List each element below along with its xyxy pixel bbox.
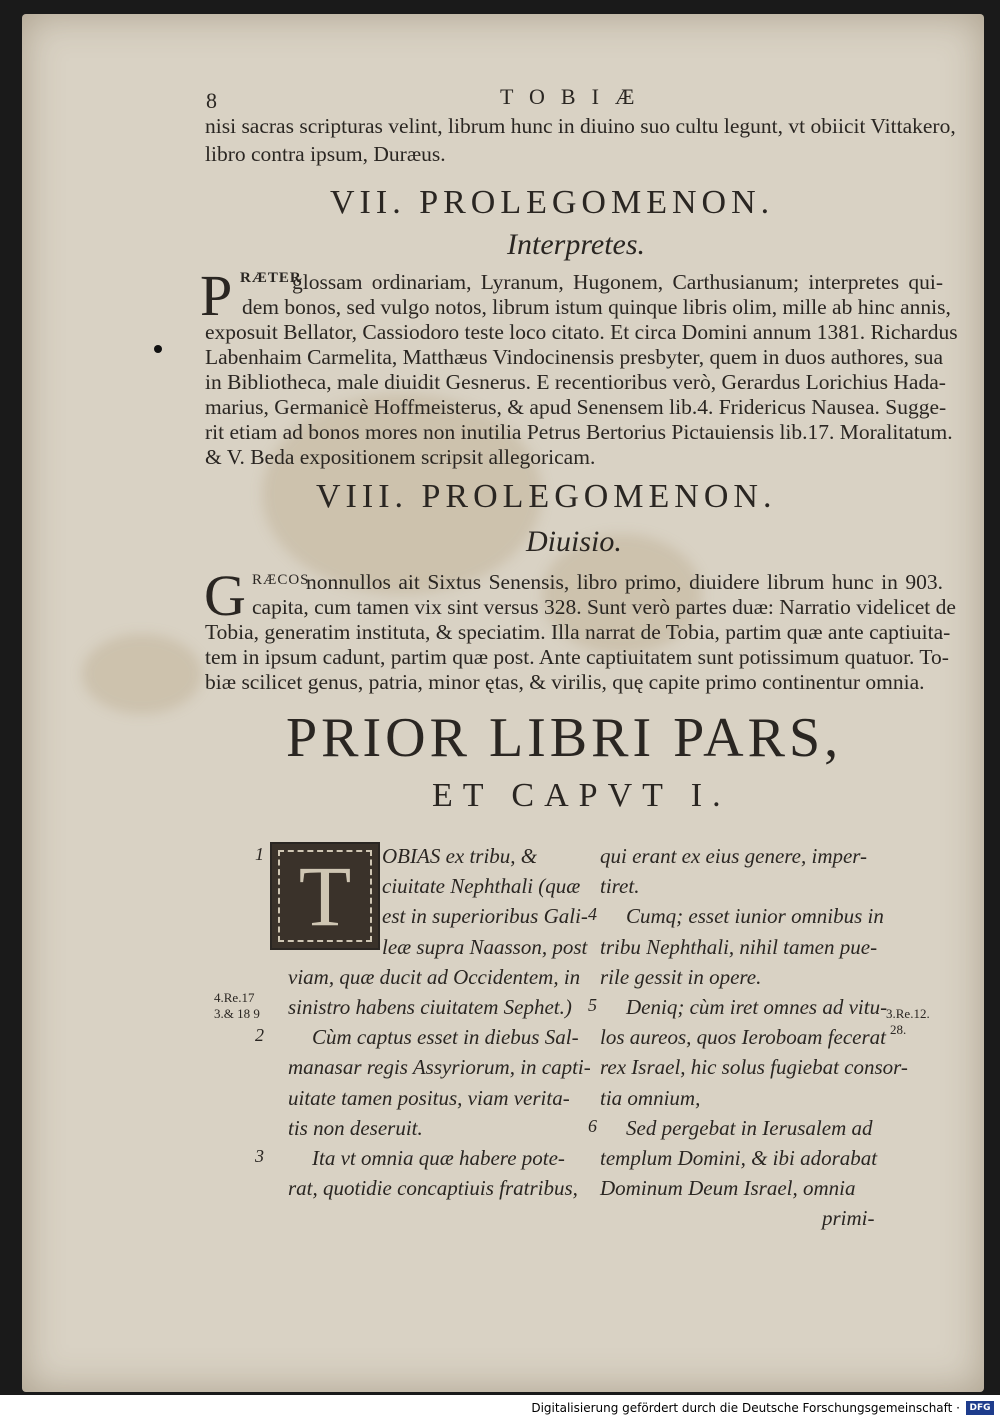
verse-line: Cumq; esset iunior omnibus in: [626, 904, 884, 929]
section-8-subheading: Diuisio.: [526, 525, 622, 558]
intro-line: libro contra ipsum, Duræus.: [205, 142, 446, 166]
margin-ref-left-1: 4.Re.17: [214, 990, 255, 1005]
verse-line: tis non deseruit.: [288, 1115, 423, 1140]
verse-number: 6: [588, 1115, 597, 1136]
verse-line: Cùm captus esset in diebus Sal-: [312, 1025, 579, 1050]
section-7-line: exposuit Bellator, Cassiodoro teste loco citato. Et circa Domini annum 1381. Richardus: [205, 320, 958, 344]
verse-line: tia omnium,: [600, 1085, 701, 1110]
running-title: TOBIÆ: [500, 84, 651, 109]
drop-cap-g: G: [204, 563, 246, 628]
verse-line: viam, quæ ducit ad Occidentem, in: [288, 964, 581, 989]
section-7-line: glossam ordinariam, Lyranum, Hugonem, Carthusianum; interpretes qui-: [292, 270, 943, 294]
verse-line: est in superioribus Gali-: [382, 904, 588, 929]
verse-line: rat, quotidie concaptiuis fratribus,: [288, 1176, 578, 1201]
verse-line: ciuitate Nephthali (quæ: [382, 874, 581, 899]
verse-line: Ita vt omnia quæ habere pote-: [312, 1146, 565, 1170]
first-verse-rest: OBIAS ex tribu, &: [382, 844, 538, 868]
verse-line: tiret.: [600, 874, 640, 899]
verse-line: Dominum Deum Israel, omnia: [600, 1176, 856, 1201]
verse-line: primi-: [822, 1206, 875, 1231]
section-8-first-word: RÆCOS: [252, 572, 310, 588]
section-7-line: dem bonos, sed vulgo notos, librum istum quinque libris olim, mille ab hinc annis,: [242, 295, 951, 319]
verse-line: manasar regis Assyriorum, in capti-: [288, 1055, 591, 1080]
section-7-line: marius, Germanicè Hoffmeisterus, & apud Senensem lib.4. Fridericus Nausea. Sugge-: [205, 395, 947, 419]
verse-number: 1: [255, 844, 264, 864]
section-8-line: nonnullos ait Sixtus Senensis, libro primo, diuidere librum hunc in 903.: [306, 570, 943, 594]
margin-dot: [154, 345, 162, 353]
margin-ref-right-2: 28.: [890, 1022, 907, 1037]
verse-line: tribu Nephthali, nihil tamen pue-: [600, 934, 878, 959]
section-8-line: tem in ipsum cadunt, partim quæ post. Ante captiuitatem sunt potissimum quatuor. To-: [205, 645, 949, 669]
ornamental-initial-t: T: [270, 842, 380, 950]
verse-line: Deniq; cùm iret omnes ad vitu-: [626, 995, 888, 1019]
verse-number: 3: [255, 1146, 264, 1166]
section-8-heading: VIII. PROLEGOMENON.: [316, 478, 777, 515]
chapter-title: ET CAPVT I.: [432, 777, 731, 814]
verse-number: 4: [588, 904, 597, 925]
section-7-line: in Bibliotheca, male diuidit Gesnerus. E recentioribus verò, Gerardus Lorichius Hada-: [205, 370, 946, 394]
verse-number: 5: [588, 995, 597, 1015]
dfg-logo: DFG: [966, 1401, 994, 1415]
section-7-first-word: RÆTER: [240, 270, 302, 286]
section-8-line: Tobia, generatim instituta, & speciatim. Illa narrat de Tobia, partim quæ ante captiuita-: [205, 620, 951, 644]
verse-line: leæ supra Naasson, post: [382, 934, 588, 959]
section-7-line: & V. Beda expositionem scripsit allegoricam.: [205, 445, 596, 469]
footer-credit: Digitalisierung gefördert durch die Deutsche Forschungsgemeinschaft ·: [531, 1401, 960, 1415]
section-7-line: rit etiam ad bonos mores non inutilia Petrus Bertorius Pictauiensis lib.17. Moralitatum.: [205, 420, 953, 444]
verse-line: rile gessit in opere.: [600, 964, 762, 989]
verse-line: los aureos, quos Ieroboam fecerat: [600, 1025, 886, 1050]
verse-line: templum Domini, & ibi adorabat: [600, 1146, 878, 1170]
verse-line: qui erant ex eius genere, imper-: [600, 844, 868, 868]
verse-line: rex Israel, hic solus fugiebat consor-: [600, 1055, 908, 1080]
section-8-line: biæ scilicet genus, patria, minor ętas, & virilis, quę capite primo continentur omnia.: [205, 670, 925, 694]
part-title: PRIOR LIBRI PARS,: [286, 707, 843, 769]
section-7-subheading: Interpretes.: [507, 228, 646, 261]
section-7-heading: VII. PROLEGOMENON.: [330, 184, 775, 221]
section-7-line: Labenhaim Carmelita, Matthæus Vindocinensis presbyter, quem in duos authores, sua: [205, 345, 943, 369]
verse-line: uitate tamen positus, viam verita-: [288, 1085, 570, 1110]
margin-ref-right-1: 3.Re.12.: [886, 1006, 930, 1021]
verse-number: 2: [255, 1025, 264, 1046]
drop-cap-p: P: [200, 263, 233, 328]
footer-bar: [0, 1395, 1000, 1425]
intro-line: nisi sacras scripturas velint, librum hunc in diuino suo cultu legunt, vt obiicit Vittakero,: [205, 114, 956, 138]
margin-ref-left-2: 3.& 18 9: [214, 1006, 260, 1021]
verse-line: Sed pergebat in Ierusalem ad: [626, 1115, 873, 1140]
page-number: 8: [206, 88, 217, 113]
verse-line: sinistro habens ciuitatem Sephet.): [288, 995, 572, 1019]
section-8-line: capita, cum tamen vix sint versus 328. Sunt verò partes duæ: Narratio videlicet de: [252, 595, 956, 619]
